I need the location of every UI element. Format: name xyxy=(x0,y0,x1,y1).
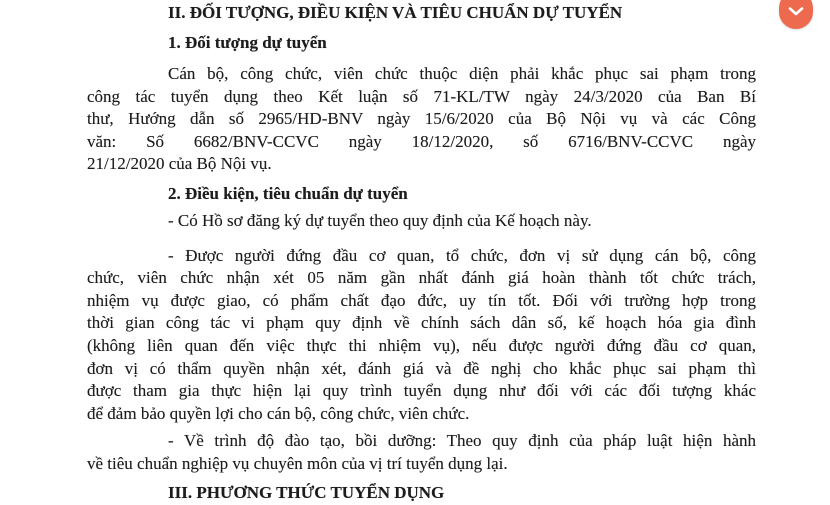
scroll-collapse-button[interactable] xyxy=(779,0,813,29)
text-line: thư, Hướng dẫn số 2965/HD-BNV ngày 15/6/2020 của Bộ Nội vụ và các Công xyxy=(87,109,756,129)
text-line: - Được người đứng đầu cơ quan, tổ chức, đơn vị sử dụng cán bộ, công xyxy=(168,245,756,265)
text-line: được tham gia thực hiện lại quy trình tuyển dụng như đối với các đối tượng khác xyxy=(87,381,756,401)
text-line: 21/12/2020 của Bộ Nội vụ. xyxy=(87,154,272,174)
paragraph-ho-so xyxy=(87,210,756,233)
text-line: công tác tuyển dụng theo Kết luận số 71-KL/TW ngày 24/3/2020 của Ban Bí xyxy=(87,86,756,106)
paragraph-training-level xyxy=(87,430,756,475)
chevron-down-icon xyxy=(788,7,804,29)
text-line: chức, viên chức nhận xét 05 năm gần nhất đánh giá hoàn thành tốt chức trách, xyxy=(87,268,756,288)
heading-dieu-kien-tieu-chuan: 2. Điều kiện, tiêu chuẩn dự tuyển xyxy=(168,183,408,203)
text-line: thời gian công tác vi phạm quy định về chính sách dân số, kế hoạch hóa gia đình xyxy=(87,313,756,333)
text-line: - Có Hồ sơ đăng ký dự tuyển theo quy định của Kế hoạch này. xyxy=(168,210,592,230)
text-line: để đảm bảo quyền lợi cho cán bộ, công chức, viên chức. xyxy=(87,403,470,423)
text-line: đơn vị có thẩm quyền nhận xét, đánh giá và đề nghị cho khắc phục sai phạm thì xyxy=(87,358,756,378)
text-line: về tiêu chuẩn nghiệp vụ chuyên môn của vị trí tuyển dụng lại. xyxy=(87,453,508,473)
document-text-column xyxy=(87,0,756,505)
paragraph-subjects xyxy=(87,63,756,176)
text-line: nhiệm vụ được giao, có phẩm chất đạo đức, uy tín tốt. Đối với trường hợp trong xyxy=(87,290,756,310)
heading-doi-tuong-du-tuyen: 1. Đối tượng dự tuyển xyxy=(168,33,327,52)
text-line: văn: Số 6682/BNV-CCVC ngày 18/12/2020, số 6716/BNV-CCVC ngày xyxy=(87,131,756,151)
text-line: Cán bộ, công chức, viên chức thuộc diện phải khắc phục sai phạm trong xyxy=(168,64,756,83)
paragraph-conditions xyxy=(87,245,756,426)
section-iii-title: III. PHƯƠNG THỨC TUYỂN DỤNG xyxy=(168,482,445,502)
text-line: (không liên quan đến việc thực thi nhiệm vụ), nếu được người đứng đầu cơ quan, xyxy=(87,335,756,355)
text-line: - Về trình độ đào tạo, bồi dưỡng: Theo quy định của pháp luật hiện hành xyxy=(168,431,756,451)
section-ii-title: II. ĐỐI TƯỢNG, ĐIỀU KIỆN VÀ TIÊU CHUẨN DỰ TUYỂN xyxy=(168,3,623,22)
